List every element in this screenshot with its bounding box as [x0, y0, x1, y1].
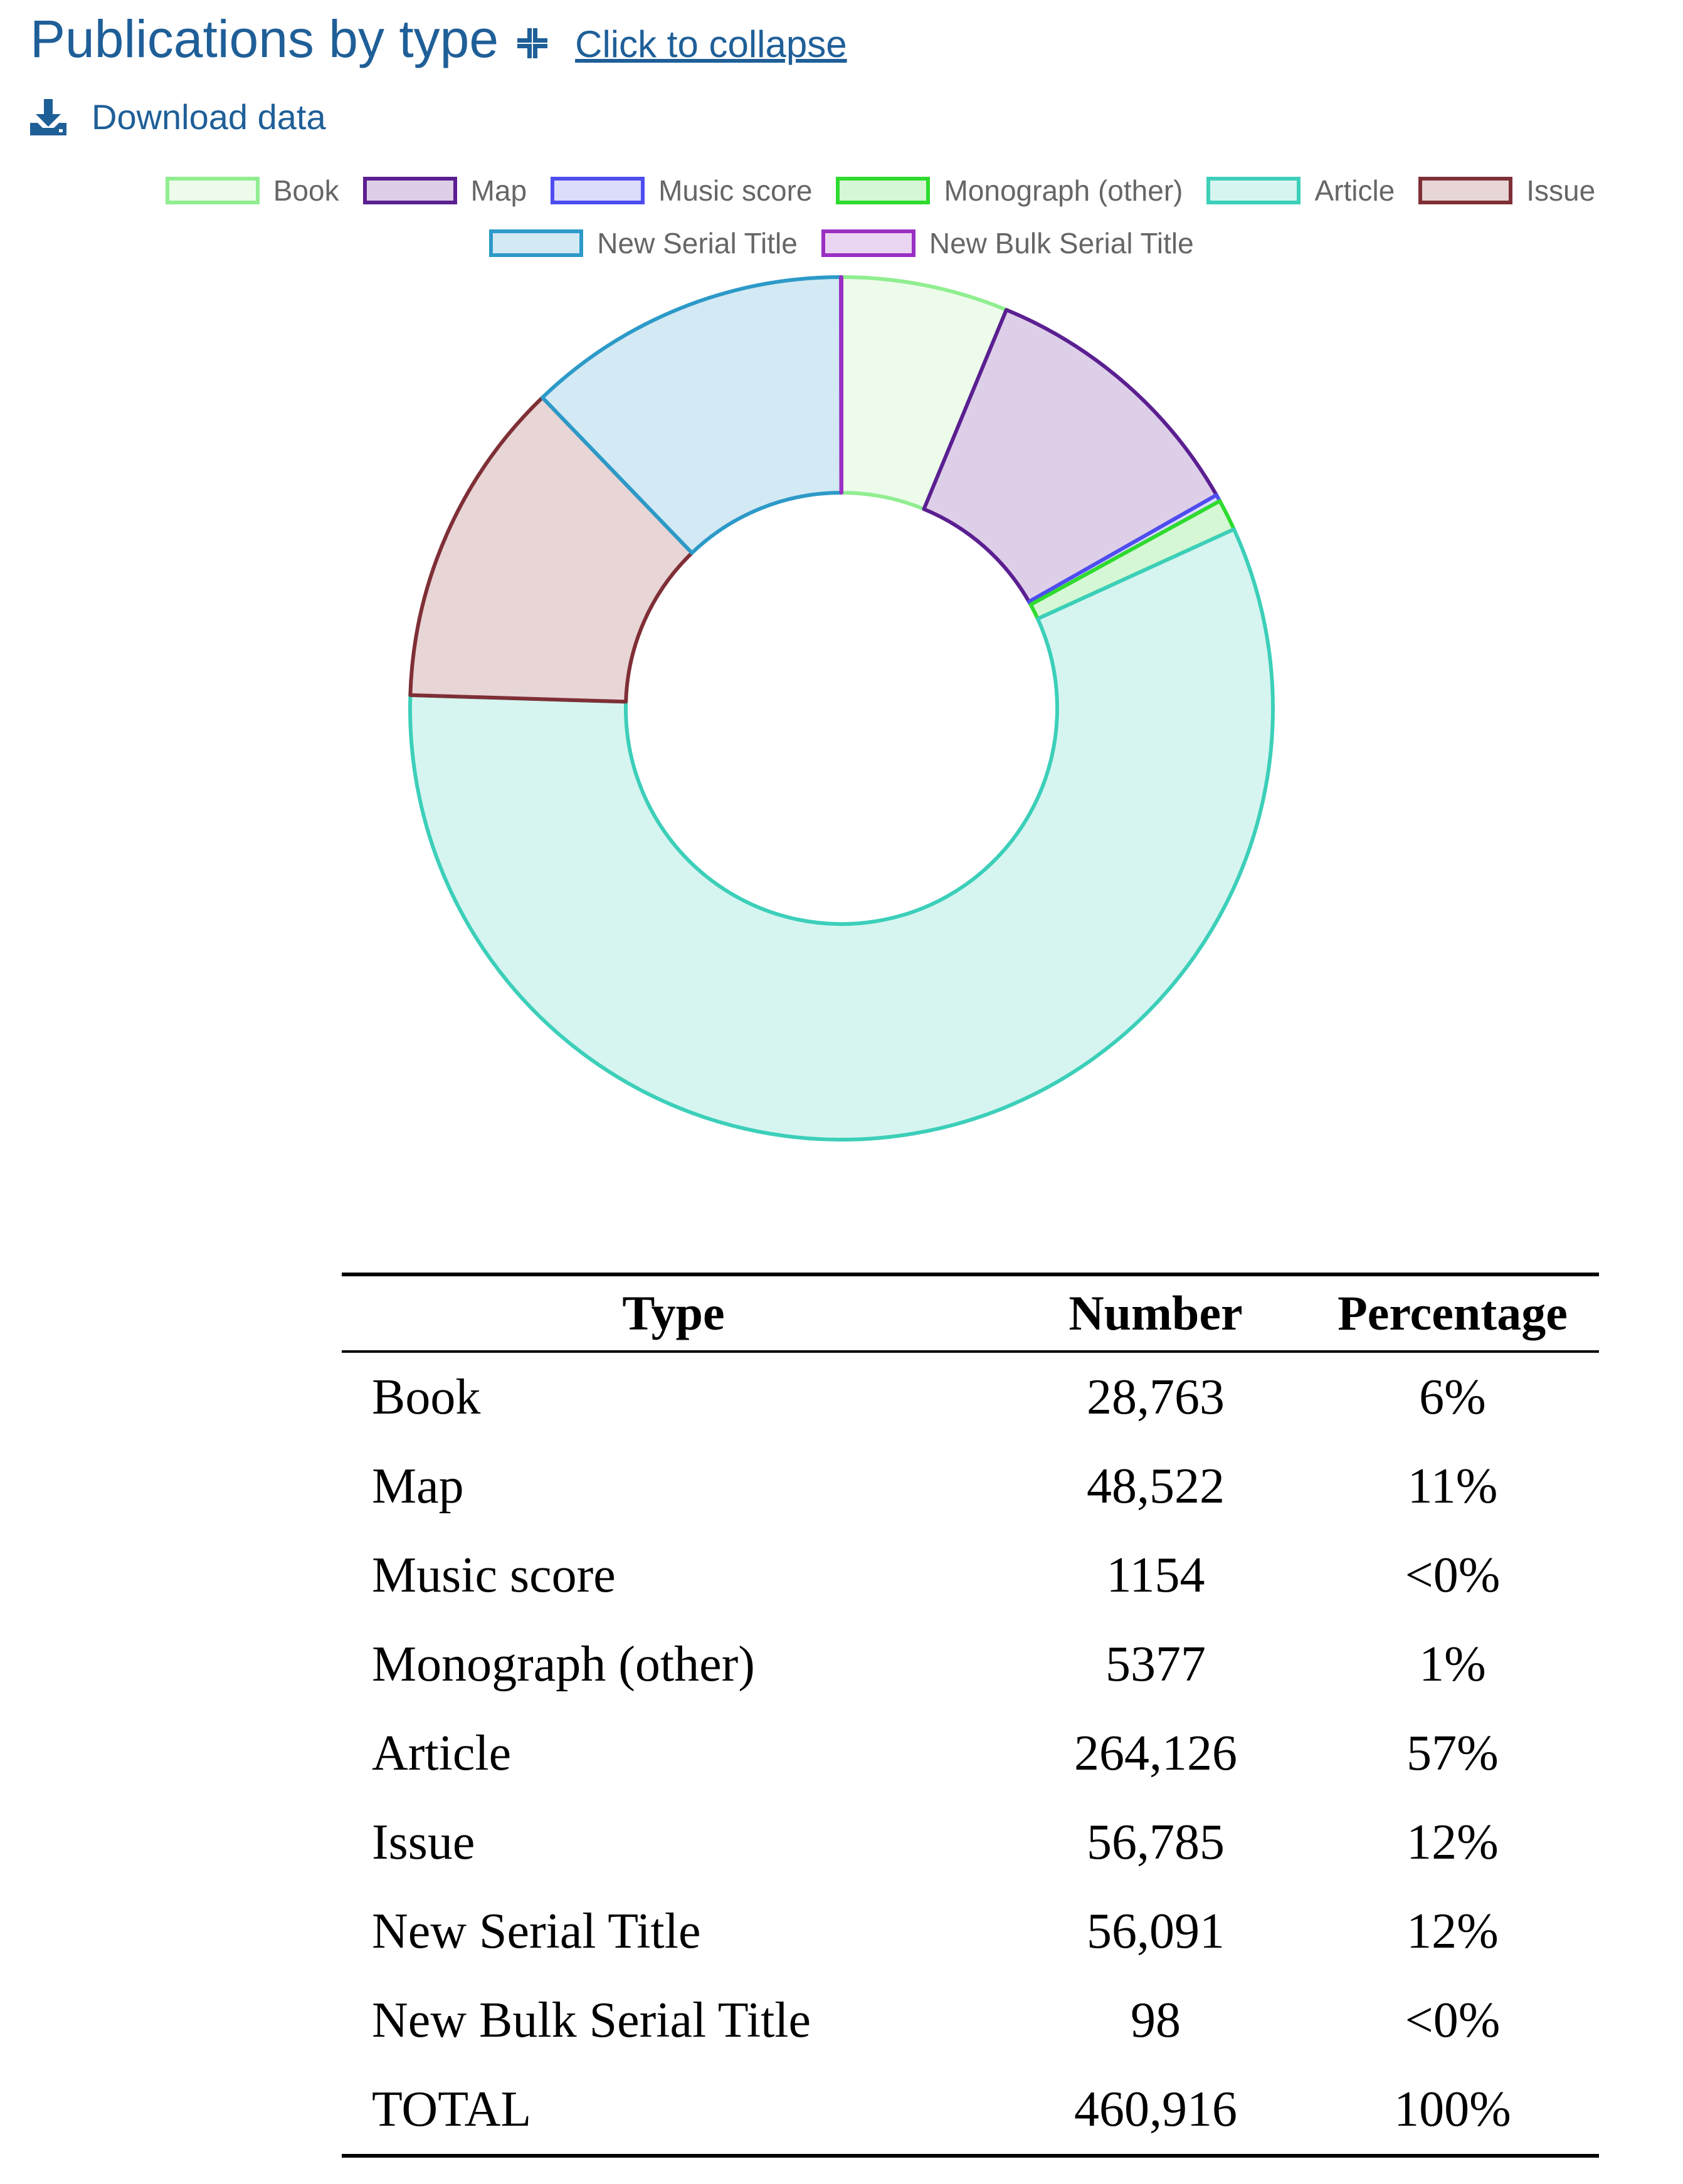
legend-item-article[interactable]: [1206, 174, 1395, 207]
legend-swatch: [551, 177, 645, 204]
cell-type: Book: [372, 1369, 481, 1425]
table-row: [342, 1798, 1599, 1887]
cell-number: 98: [1131, 1992, 1181, 2048]
cell-number: 56,091: [1087, 1903, 1225, 1959]
cell-percentage: 11%: [1407, 1458, 1498, 1514]
legend-row: [0, 164, 1683, 217]
legend-label: Map: [470, 174, 527, 207]
legend-swatch: [1418, 177, 1512, 204]
cell-percentage: 6%: [1419, 1369, 1486, 1425]
legend-label: Music score: [658, 174, 813, 207]
cell-number: 460,916: [1074, 2081, 1237, 2137]
table-row: [342, 1442, 1599, 1531]
cell-number: 28,763: [1087, 1369, 1225, 1425]
table-row: [342, 1352, 1599, 1442]
cell-type: New Serial Title: [372, 1903, 701, 1959]
table-header-row: [342, 1274, 1599, 1352]
page-title: Publications by type: [30, 9, 499, 68]
chart-header: [30, 9, 847, 70]
cell-percentage: <0%: [1405, 1992, 1501, 2048]
collapse-link[interactable]: Click to collapse: [575, 23, 847, 65]
cell-type: Map: [372, 1458, 464, 1514]
cell-number: 48,522: [1087, 1458, 1225, 1514]
download-data-label: Download data: [92, 97, 326, 137]
legend-swatch: [363, 177, 457, 204]
legend-label: New Serial Title: [597, 227, 798, 260]
cell-percentage: 1%: [1419, 1636, 1486, 1692]
legend-label: Book: [273, 174, 339, 207]
donut-chart: [0, 251, 1683, 1153]
cell-type: Monograph (other): [372, 1636, 755, 1692]
header-number: Number: [1068, 1286, 1243, 1340]
summary-table: [342, 1273, 1599, 2158]
legend-label: Article: [1314, 174, 1395, 207]
cell-number: 1154: [1106, 1547, 1205, 1603]
legend-label: New Bulk Serial Title: [929, 227, 1194, 260]
legend-swatch: [1206, 177, 1300, 204]
cell-percentage: 12%: [1406, 1814, 1499, 1870]
download-data-button[interactable]: [29, 97, 326, 137]
cell-number: 5377: [1105, 1636, 1206, 1692]
legend-label: Issue: [1526, 174, 1596, 207]
table-row: [342, 1709, 1599, 1798]
cell-type: Issue: [372, 1814, 475, 1870]
table-row: [342, 1620, 1599, 1709]
cell-type: New Bulk Serial Title: [372, 1992, 811, 2048]
legend-swatch: [166, 177, 260, 204]
legend-item-music-score[interactable]: [551, 174, 812, 207]
legend-swatch: [836, 177, 930, 204]
legend-item-monograph-other[interactable]: [836, 174, 1183, 207]
table-row: [342, 1976, 1599, 2065]
donut-slice-new-bulk-serial-title[interactable]: [841, 277, 842, 493]
cell-percentage: 12%: [1406, 1903, 1499, 1959]
cell-type: Article: [372, 1725, 512, 1781]
cell-percentage: <0%: [1405, 1547, 1501, 1603]
table-row: [342, 1531, 1599, 1620]
table-row: [342, 1887, 1599, 1976]
legend-item-issue[interactable]: [1418, 174, 1595, 207]
cell-number: 264,126: [1074, 1725, 1237, 1781]
legend-item-book[interactable]: [166, 174, 339, 207]
summary-table-container: [342, 1273, 1599, 2158]
download-icon: [29, 98, 68, 137]
cell-type: Music score: [372, 1547, 616, 1603]
cell-percentage: 57%: [1406, 1725, 1499, 1781]
cell-percentage: 100%: [1394, 2081, 1511, 2137]
header-type: Type: [622, 1286, 725, 1340]
collapse-icon[interactable]: [515, 26, 550, 61]
header-percentage: Percentage: [1337, 1286, 1568, 1340]
table-total-row: [342, 2065, 1599, 2156]
legend-item-map[interactable]: [363, 174, 527, 207]
legend-label: Monograph (other): [944, 174, 1183, 207]
cell-type: TOTAL: [372, 2081, 532, 2137]
cell-number: 56,785: [1087, 1814, 1225, 1870]
